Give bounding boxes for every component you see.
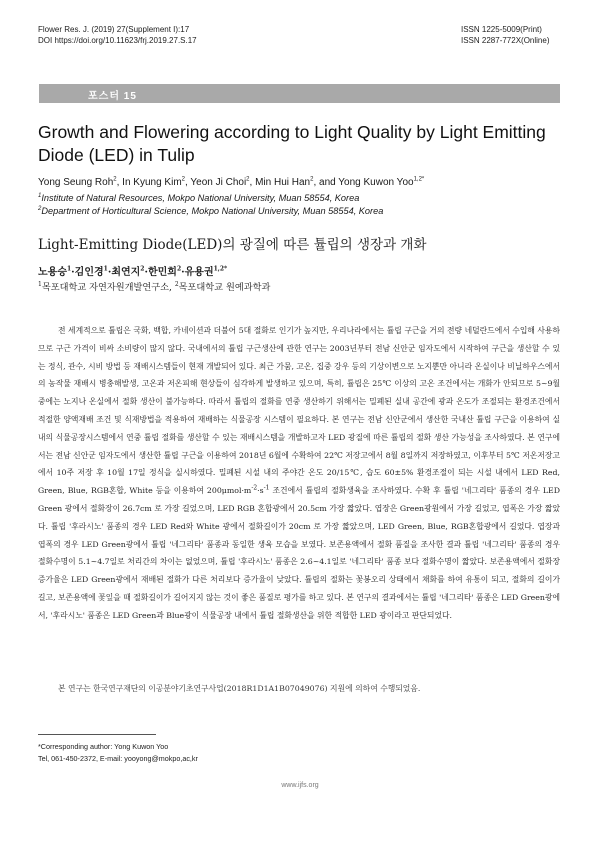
issn-print: ISSN 1225-5009(Print) — [461, 25, 542, 34]
author-name: Yong Seung Roh — [38, 177, 114, 188]
author-name: Min Hui Han — [255, 177, 311, 188]
corresponding-author: *Corresponding author: Yong Kuwon Yoo — [38, 742, 169, 751]
footnote-divider — [38, 734, 156, 735]
author-name: Yong Kuwon Yoo — [338, 177, 414, 188]
poster-label-bar — [39, 84, 560, 103]
author-name: 한민희 — [147, 267, 177, 278]
author-name: 최연지 — [111, 267, 141, 278]
author-affiliation-mark: 2 — [310, 176, 314, 183]
author-name: 유용권 — [184, 267, 214, 278]
doi-line: DOI https://doi.org/10.11623/frj.2019.27.S.17 — [38, 36, 197, 45]
affiliation-line: $^1$Institute of Natural Resources, Mokpo National University, Muan 58554, Korea — [38, 192, 360, 203]
author-affiliation-mark: 2 — [113, 176, 117, 183]
author-affiliation-mark: 2 — [181, 176, 185, 183]
author-name: Yeon Ji Choi — [190, 177, 247, 188]
author-name: 김인경 — [74, 267, 104, 278]
author-name: In Kyung Kim — [122, 177, 182, 188]
issn-online: ISSN 2287-772X(Online) — [461, 36, 550, 45]
affiliations-korean: $^1$목포대학교 자연자원개발연구소, $^2$목포대학교 원예과학과 — [38, 280, 271, 293]
footer-url: www.ijfs.org — [281, 782, 319, 789]
correspondence-footnote — [38, 741, 198, 765]
author-affiliation-mark: 1,2* — [413, 176, 425, 183]
contact-info: Tel, 061-450-2372, E-mail: yooyong@mokpo,ac,kr — [38, 754, 198, 763]
authors-english: Yong Seung Roh$^2$, In Kyung Kim$^2$, Yeon Ji Choi$^2$, Min Hui Han$^2$, and Yong Kuwon Yoo$^{1,2*}$ — [38, 176, 425, 188]
poster-label: 포스터 15 — [88, 91, 137, 102]
title-korean: Light-Emitting Diode(LED)의 광질에 따른 튤립의 생장과 개화 — [38, 237, 427, 253]
journal-citation-block — [38, 24, 197, 46]
abstract-body: 전 세계적으로 튤립은 국화, 백합, 카네이션과 더불어 5대 절화로 인기가 높지만, 우리나라에서는 튤립 구근을 거의 전량 네덜란드에서 수입해 사용하므로 구근 가격이 비싸 소비량이 많지 않다. 국내에서의 튤립 구근생산에 관한 연구는 2003년부터 전남 신안군 임자도에서 시작하여 구근을 생산할 수 있는 정식, 관수, 시비 방법 등 재배시스템들이 현재 개발되어 있다. 최근 가뭄, 고온, 집중 강우 등의 기상이변으로 노지뿐만 아니라 온실이나 비닐하우스에서의 농작물 재배시 병충해발생, 고온과 저온피해 현상들이 심각하게 발생하고 있으며, 특히, 튤립은 25℃ 이상의 고온 조건에서는 개화가 안되므로 5~9월 중에는 노지나 온실에서 절화 생산이 불가능하다. 따라서 튤립의 절화를 연중 생산하기 위해서는 밀폐된 실내 공간에 광과 온도가 조절되는 환경조건에서 적절한 양액재배 조건 및 식재방법을 적용하여 재배하는 식물공장 시스템이 필요하다. 본 연구는 전남 신안군에서 생산한 국내산 튤립 구근을 이용하여 실내의 식물공장시스템에서 연중 튤립 절화를 생산할 수 있는 재배시스템을 개발하고자 LED 광질에 따른 튤립의 절화 생산 가능성을 조사하였다. 본 연구에서는 전남 신안군 임자도에서 생산한 튤립 구근을 이용하여 2018년 6월에 수확하여 22℃ 저장고에서 8월 8일까지 저장하였고, 이후부터 5℃ 저온저장고에서 10주 저장 후 10월 17일 정식을 실시하였다. 밀폐된 시설 내의 주야간 온도 20/15℃, 습도 60±5% 환경조절이 되는 시설 내에서 LED Red, Green, Blue, RGB혼합, White 등을 이용하여 $200\mu mol\cdot m^{-2}\cdot s^{-1}$ 조건에서 튤립의 절화생육을 조사하였다. 수확 후 튤립 '네그리타' 품종의 경우 LED Green 광에서 절화장이 26.7cm 로 가장 길었으며, LED RGB 혼합광에서 20.5cm 가장 짧았다. 엽장은 Green광원에서 가장 길었고, 엽폭은 가장 짧았다. 튤립 '후라시노' 품종의 경우 LED Red와 White 광에서 절화길이가 20cm 로 가장 짧았으며, LED Green, Blue, RGB혼합광에서 길었다. 엽장과 엽폭의 경우 LED Green광에서 튤립 '네그리타' 품종과 동일한 생육 모습을 보였다. 보존용액에서 절화 품질을 조사한 결과 튤립 '네그리타' 품종의 경우 절화수명이 5.1~4.7일로 처리간의 차이는 없었으며, 튤립 '후라시노' 품종은 2.6~4.1일로 '네그리타' 품종 보다 절화수명이 짧았다. 보존용액에서 절화장 증가율은 LED Green광에서 재배된 절화가 다른 처리보다 증가율이 낮았다. 튤립의 절화는 꽃봉오리 상태에서 채화를 하여 유통이 되고, 절화의 길이가 길고, 보존용액에 꽃잎을 때 절화길이가 길어지지 않는 것이 좋은 품질로 평가를 하고 있다. 본 연구의 결과에서는 튤립 '네그리타' 품종은 LED Green광에서, '후라시노' 품종은 LED Green과 Blue광이 식물공장 내에서 튤립 절화생산을 위한 적합한 LED 광이라고 판단되었다. — [38, 326, 560, 620]
author-name: 노용승 — [38, 267, 67, 278]
affiliations-english — [38, 192, 568, 218]
journal-citation: Flower Res. J. (2019) 27(Supplement I):17 — [38, 25, 190, 34]
authors-korean: 노용승$^1$·김인경$^1$·최연지$^2$·한민희$^2$·유용권$^{1,2*}$ — [38, 265, 228, 278]
affiliation-line: $^2$Department of Horticultural Science, Mokpo National University, Muan 58554, Korea — [38, 205, 384, 216]
title-english: Growth and Flowering according to Light Quality by Light Emitting Diode (LED) in Tulip — [38, 122, 546, 165]
issn-block — [461, 24, 550, 46]
acknowledgment: 본 연구는 한국연구재단의 이공분야기초연구사업(2018R1D1A1B07049076) 지원에 의하여 수행되었음. — [58, 684, 421, 693]
author-affiliation-mark: 2 — [246, 176, 250, 183]
